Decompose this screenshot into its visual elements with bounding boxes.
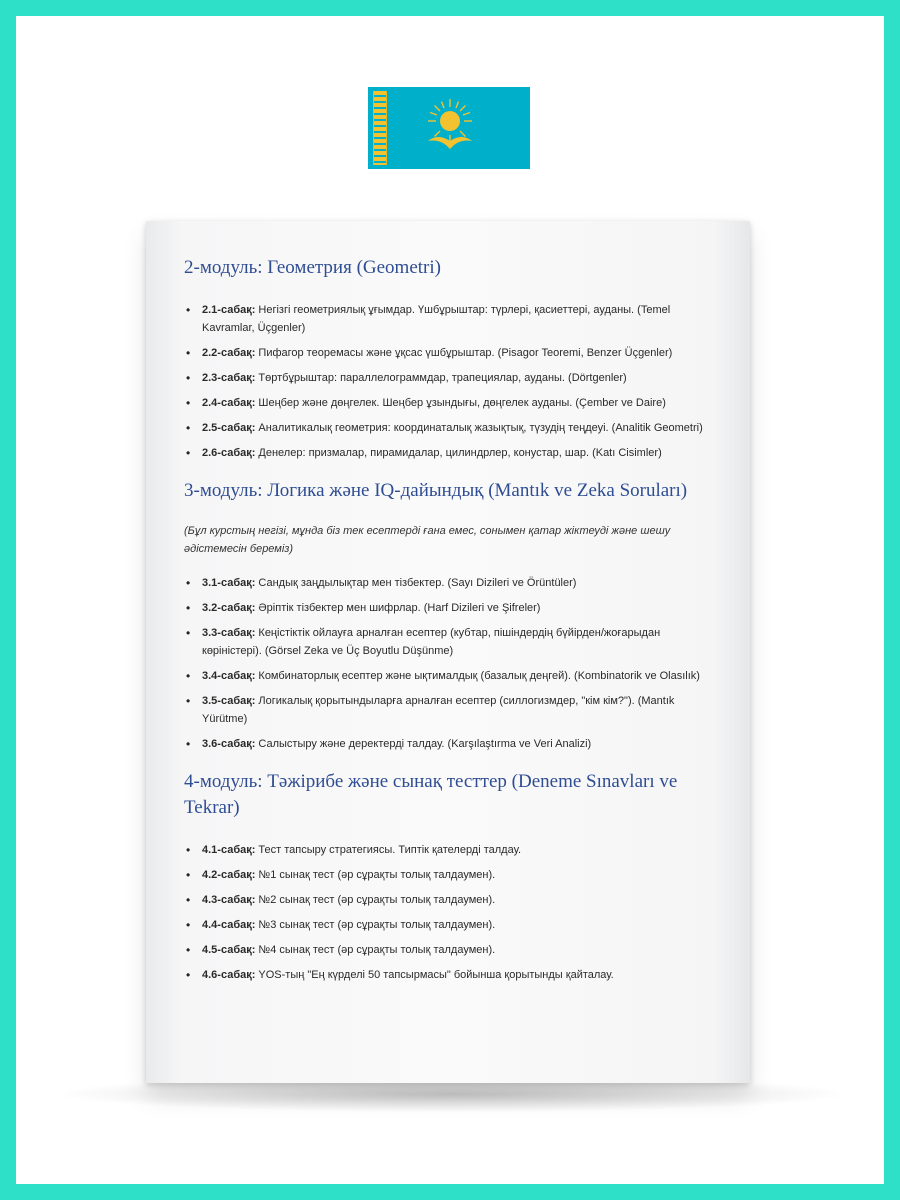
lesson-label: 3.5-сабақ: [202,695,256,707]
list-item [184,344,720,362]
module-2-lessons [184,301,720,462]
lesson-label: 4.2-сабақ: [202,869,256,881]
lesson-text: №1 сынақ тест (әр сұрақты толық талдаумен). [258,869,496,881]
lesson-text: №4 сынақ тест (әр сұрақты толық талдаумен). [258,944,496,956]
module-3-intro: (Бұл курстың негізі, мұнда біз тек есептерді ғана емес, сонымен қатар жіктеуді және шешу әдістемесін береміз) [184,525,671,555]
lesson-text: Төртбұрыштар: параллелограммдар, трапециялар, ауданы. (Dörtgenler) [258,372,627,384]
module-2-section [184,255,720,462]
lesson-text: Негізгі геометриялық ұғымдар. Үшбұрыштар: түрлері, қасиеттері, ауданы. (Temel Kavramlar, Üçgenler) [202,304,671,334]
lesson-label: 3.6-сабақ: [202,738,256,750]
list-item [184,624,720,660]
document-content [184,255,720,991]
list-item [184,599,720,617]
list-item [184,916,720,934]
module-2-heading: 2-модуль: Геометрия (Geometri) [184,257,441,278]
list-item [184,966,720,984]
lesson-text: Шеңбер және дөңгелек. Шеңбер ұзындығы, дөңгелек ауданы. (Çember ve Daire) [258,397,666,409]
sun-eagle-icon [424,97,476,159]
kazakhstan-flag-icon [368,87,530,169]
list-item [184,941,720,959]
lesson-label: 2.1-сабақ: [202,304,256,316]
lesson-label: 4.3-сабақ: [202,894,256,906]
module-3-heading: 3-модуль: Логика және IQ-дайындық (Mantık ve Zeka Soruları) [184,480,688,501]
list-item [184,735,720,753]
list-item [184,692,720,728]
module-3-lessons [184,574,720,753]
lesson-label: 4.4-сабақ: [202,919,256,931]
list-item [184,301,720,337]
lesson-label: 4.1-сабақ: [202,844,256,856]
list-item [184,419,720,437]
list-item [184,574,720,592]
card-background [16,16,884,1184]
flag-ornament [373,91,387,165]
module-4-heading: 4-модуль: Тәжірибе және сынақ тесттер (Deneme Sınavları ve Tekrar) [184,771,678,818]
lesson-label: 3.2-сабақ: [202,602,256,614]
list-item [184,891,720,909]
lesson-label: 3.3-сабақ: [202,627,256,639]
lesson-text: Денелер: призмалар, пирамидалар, цилиндрлер, конустар, шар. (Katı Cisimler) [258,447,662,459]
lesson-text: Комбинаторлық есептер және ықтималдық (базалық деңгей). (Kombinatorik ve Olasılık) [258,670,700,682]
module-3-section [184,478,720,753]
document-page [146,221,750,1083]
lesson-text: Аналитикалық геометрия: координаталық жазықтық, түзудің теңдеуі. (Analitik Geometri) [258,422,703,434]
lesson-label: 2.6-сабақ: [202,447,256,459]
lesson-text: №2 сынақ тест (әр сұрақты толық талдаумен). [258,894,496,906]
lesson-label: 2.3-сабақ: [202,372,256,384]
lesson-text: Логикалық қорытындыларға арналған есептер (силлогизмдер, "кім кім?"). (Mantık Yürütme) [202,695,675,725]
list-item [184,667,720,685]
lesson-label: 3.1-сабақ: [202,577,256,589]
lesson-label: 3.4-сабақ: [202,670,256,682]
lesson-text: Сандық заңдылықтар мен тізбектер. (Sayı Dizileri ve Örüntüler) [258,577,577,589]
lesson-text: №3 сынақ тест (әр сұрақты толық талдаумен). [258,919,496,931]
lesson-text: YOS-тың "Ең күрделі 50 тапсырмасы" бойынша қорытынды қайталау. [258,969,614,981]
module-4-section [184,769,720,984]
lesson-label: 2.2-сабақ: [202,347,256,359]
list-item [184,866,720,884]
lesson-text: Салыстыру және деректерді талдау. (Karşılaştırma ve Veri Analizi) [258,738,592,750]
list-item [184,369,720,387]
list-item [184,394,720,412]
lesson-text: Тест тапсыру стратегиясы. Типтік қателерді талдау. [258,844,522,856]
module-4-lessons [184,841,720,984]
lesson-text: Пифагор теоремасы және ұқсас үшбұрыштар. (Pisagor Teoremi, Benzer Üçgenler) [258,347,673,359]
list-item [184,444,720,462]
lesson-label: 2.4-сабақ: [202,397,256,409]
lesson-label: 2.5-сабақ: [202,422,256,434]
lesson-text: Әріптік тізбектер мен шифрлар. (Harf Dizileri ve Şifreler) [258,602,541,614]
lesson-label: 4.6-сабақ: [202,969,256,981]
lesson-text: Кеңістіктік ойлауға арналған есептер (кубтар, пішіндердің бүйірден/жоғарыдан көріністері). (Görsel Zeka ve Üç Boyutlu Düşünme) [202,627,661,657]
lesson-label: 4.5-сабақ: [202,944,256,956]
list-item [184,841,720,859]
